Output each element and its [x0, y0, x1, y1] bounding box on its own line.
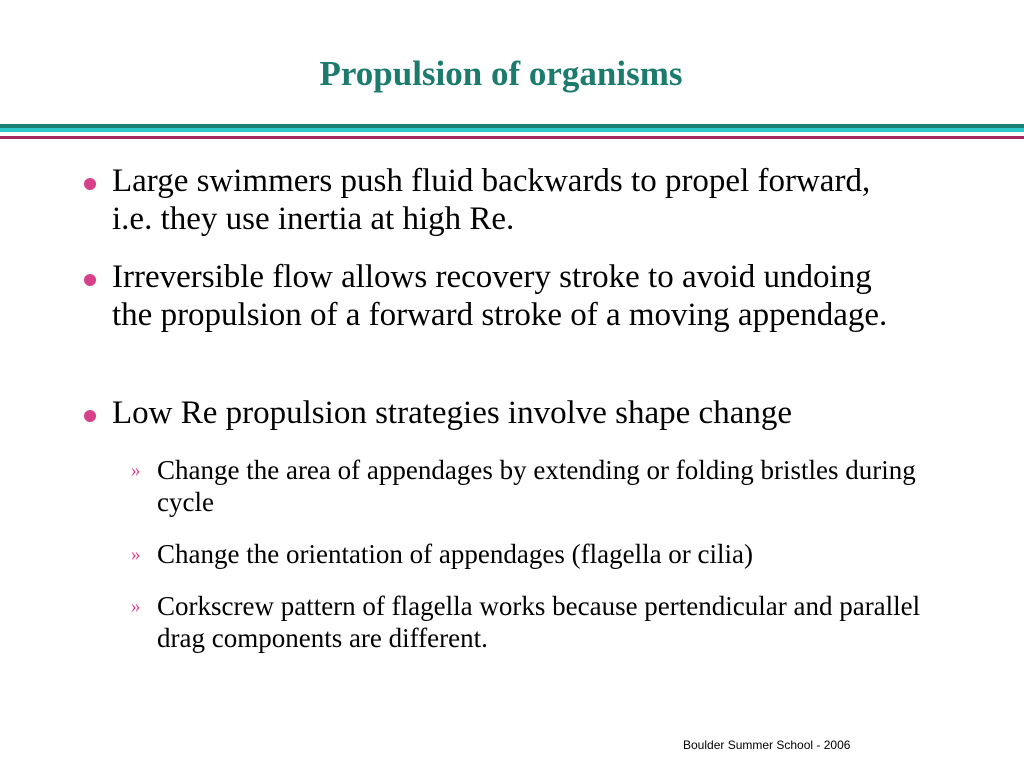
sub-bullet-chevron-icon: » [131, 460, 141, 481]
sub-bullet-item: Corkscrew pattern of flagella works because pertendicular and parallel drag components are different. [157, 591, 921, 653]
bullet-item: Low Re propulsion strategies involve shape change [112, 395, 792, 431]
sub-bullet-item: Change the area of appendages by extending or folding bristles during cycle [157, 455, 916, 517]
slide-title: Propulsion of organisms [319, 54, 683, 93]
sub-bullet-chevron-icon: » [131, 544, 141, 565]
footer-text: Boulder Summer School - 2006 [683, 738, 851, 752]
bullet-dot-icon [84, 274, 96, 286]
bullet-item: Irreversible flow allows recovery stroke to avoid undoing the propulsion of a forward stroke of a moving appendage. [112, 259, 888, 333]
title-underline-light [0, 128, 1024, 132]
bullet-dot-icon [84, 178, 96, 190]
bullet-dot-icon [84, 410, 96, 422]
bullet-item: Large swimmers push fluid backwards to propel forward, i.e. they use inertia at high Re. [112, 163, 871, 237]
sub-bullet-chevron-icon: » [131, 596, 141, 617]
sub-bullet-item: Change the orientation of appendages (flagella or cilia) [157, 539, 754, 569]
title-underline-accent [0, 136, 1024, 139]
